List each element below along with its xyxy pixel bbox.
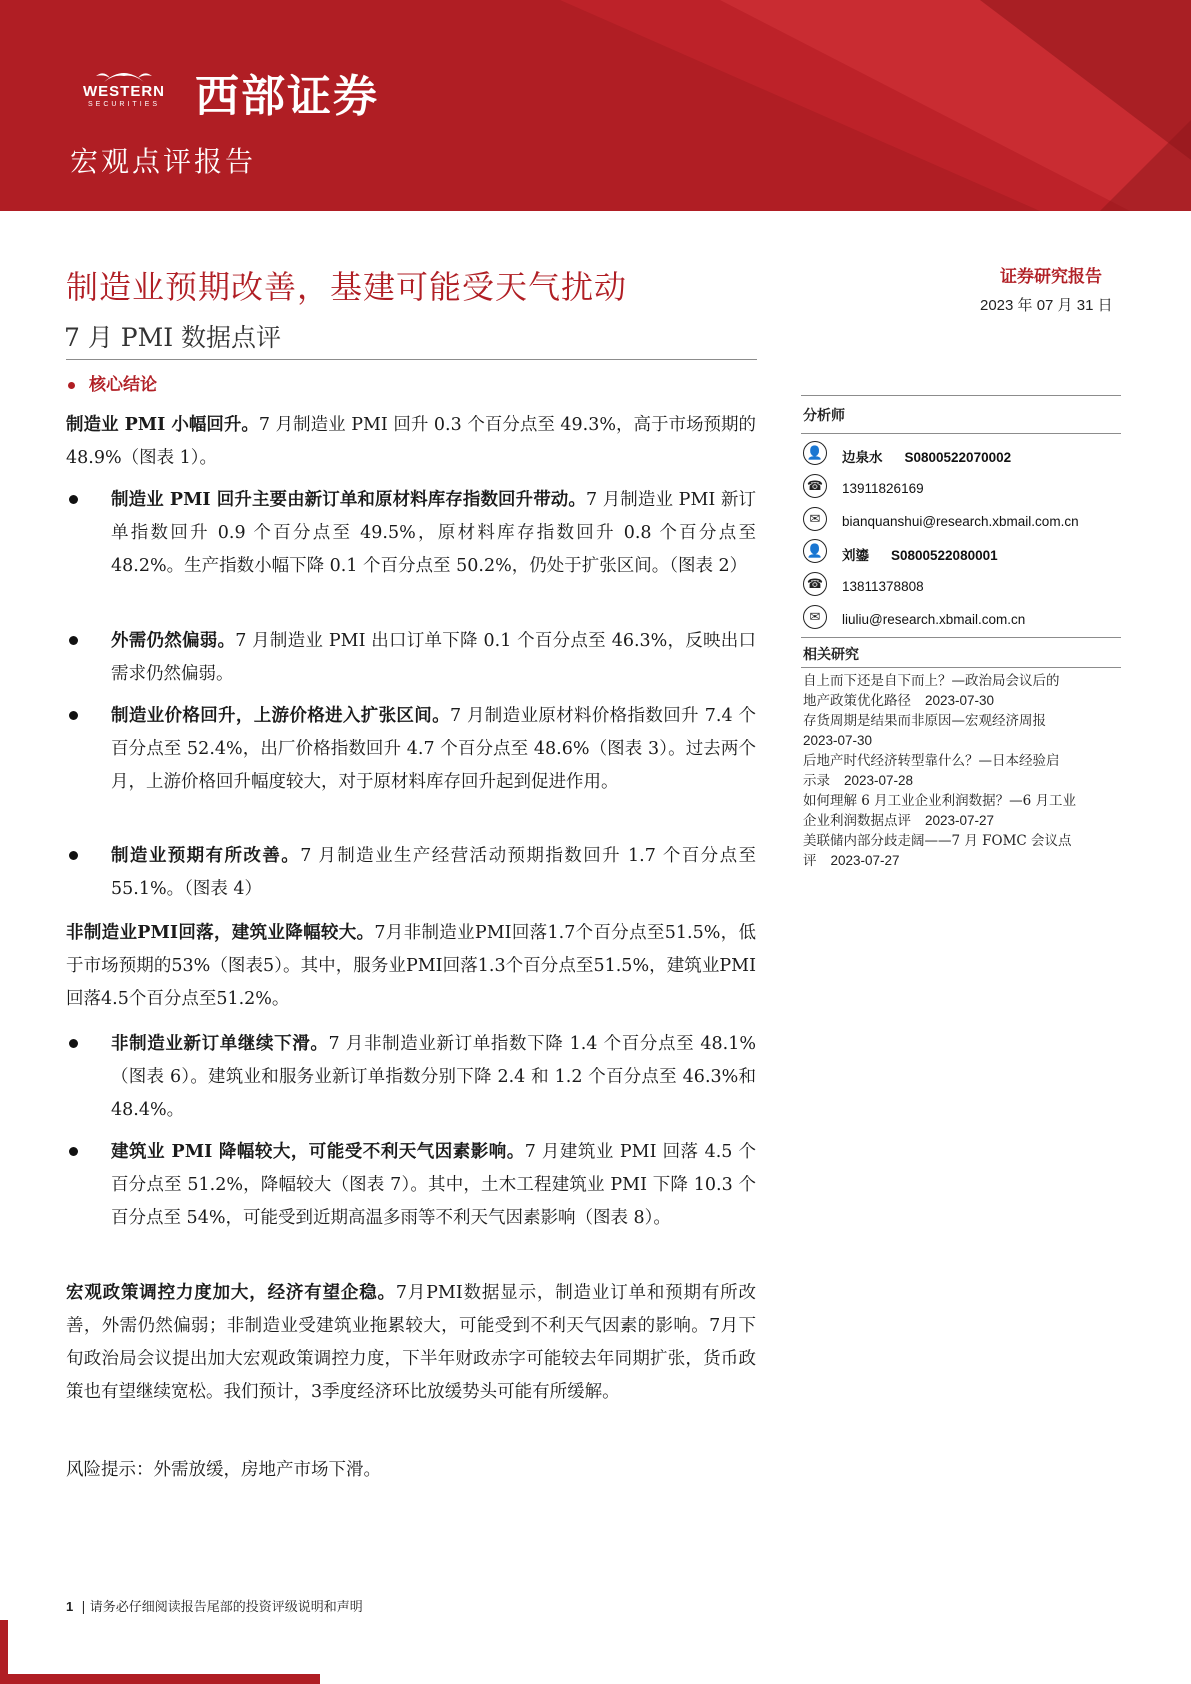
- analyst-1-phone: 13911826169: [842, 481, 924, 496]
- securities-research-label: 证券研究报告: [1000, 267, 1102, 287]
- sidebar-divider: [801, 667, 1121, 668]
- person-icon: 👤: [803, 441, 827, 465]
- header-banner: [0, 0, 1191, 211]
- sidebar-divider: [801, 433, 1121, 434]
- logo-subtitle: SECURITIES: [87, 101, 160, 108]
- sidebar-divider: [801, 395, 1121, 396]
- core-conclusion-heading: 核心结论: [68, 370, 157, 395]
- phone-icon: ☎: [803, 572, 827, 596]
- bullet-icon: [69, 495, 78, 504]
- related-research-heading: 相关研究: [803, 647, 859, 663]
- related-item[interactable]: 如何理解 6 月工业企业利润数据？—6 月工业 企业利润数据点评 2023-07-27: [803, 793, 1077, 829]
- bullet-external-demand: 外需仍然偏弱。7 月制造业 PMI 出口订单下降 0.1 个百分点至 46.3%，反映出口需求仍然偏弱。: [111, 631, 756, 684]
- person-icon: 👤: [803, 539, 827, 563]
- related-research-list: [803, 671, 1121, 871]
- report-date: 2023 年 07 月 31 日: [980, 297, 1113, 314]
- bullet-prices: 制造业价格回升，上游价格进入扩张区间。7 月制造业原材料价格指数回升 7.4 个百分点至 52.4%，出厂价格指数回升 4.7 个百分点至 48.6%（图表 3）。过去两个月，上游价格回升幅度较大，对于原材料库存回升起到促进作用。: [111, 706, 757, 792]
- page-footer: 1 | 请务必仔细阅读报告尾部的投资评级说明和声明: [66, 1599, 363, 1615]
- risk-warning: 风险提示：外需放缓，房地产市场下滑。: [66, 1460, 381, 1480]
- bullet-icon: [69, 1147, 78, 1156]
- phone-icon: ☎: [803, 474, 827, 498]
- email-icon: ✉: [803, 605, 827, 629]
- bullet-expectations: 制造业预期有所改善。7 月制造业生产经营活动预期指数回升 1.7 个百分点至 55.1%。（图表 4）: [111, 846, 757, 899]
- bullet-construction: 建筑业 PMI 降幅较大，可能受不利天气因素影响。7 月建筑业 PMI 回落 4.5 个百分点至 51.2%，降幅较大（图表 7）。其中，土木工程建筑业 PMI 下降 10.3 个百分点至 54%，可能受到近期高温多雨等不利天气因素影响（图表 8）。: [111, 1142, 756, 1228]
- paragraph-policy: 宏观政策调控力度加大，经济有望企稳。7月PMI数据显示，制造业订单和预期有所改善，外需仍然偏弱；非制造业受建筑业拖累较大，可能受到不利天气因素的影响。7月下旬政治局会议提出加大宏观政策调控力度，下半年财政赤字可能较去年同期扩张，货币政策也有望继续宽松。我们预计，3季度经济环比放缓势头可能有所缓解。: [66, 1283, 756, 1402]
- logo-wordmark: WESTERN: [83, 83, 165, 100]
- bullet-icon: [69, 1039, 78, 1048]
- analyst-2-email[interactable]: liuliu@research.xbmail.com.cn: [842, 612, 1026, 627]
- title-divider: [66, 359, 757, 360]
- analyst-1-name: 边泉水 S0800522070002: [842, 450, 1012, 466]
- bullet-icon: [69, 851, 78, 860]
- report-type: 宏观点评报告: [70, 145, 257, 178]
- report-title: 制造业预期改善，基建可能受天气扰动: [66, 268, 628, 306]
- analyst-2-phone: 13811378808: [842, 579, 924, 594]
- analyst-2-name: 刘鎏 S0800522080001: [842, 548, 998, 564]
- related-item[interactable]: 后地产时代经济转型靠什么？—日本经验启 示录 2023-07-28: [803, 753, 1060, 789]
- page-number: 1: [66, 1599, 74, 1614]
- company-name: 西部证券: [195, 71, 379, 122]
- email-icon: ✉: [803, 507, 827, 531]
- related-item[interactable]: 存货周期是结果而非原因—宏观经济周报 2023-07-30: [803, 713, 1046, 748]
- bullet-icon: [69, 711, 78, 720]
- sidebar-divider: [801, 637, 1121, 638]
- related-item[interactable]: 美联储内部分歧走阔——7 月 FOMC 会议点 评 2023-07-27: [803, 833, 1072, 869]
- paragraph-manufacturing-pmi: 制造业 PMI 小幅回升。7 月制造业 PMI 回升 0.3 个百分点至 49.3%，高于市场预期的 48.9%（图表 1）。: [66, 415, 756, 468]
- footer-accent-bar: [0, 1674, 320, 1684]
- bullet-non-manufacturing-orders: 非制造业新订单继续下滑。7 月非制造业新订单指数下降 1.4 个百分点至 48.1%（图表 6）。建筑业和服务业新订单指数分别下降 2.4 和 1.2 个百分点至 46.3%和 48.4%。: [111, 1034, 757, 1120]
- bullet-icon: [69, 636, 78, 645]
- footer-disclaimer: 请务必仔细阅读报告尾部的投资评级说明和声明: [89, 1600, 363, 1615]
- report-subtitle: 7 月 PMI 数据点评: [64, 323, 282, 352]
- related-item[interactable]: 自上而下还是自下而上？—政治局会议后的 地产政策优化路径 2023-07-30: [803, 673, 1060, 709]
- red-bullet-icon: [68, 382, 75, 389]
- bullet-new-orders: 制造业 PMI 回升主要由新订单和原材料库存指数回升带动。7 月制造业 PMI 新订单指数回升 0.9 个百分点至 49.5%，原材料库存指数回升 0.8 个百分点至 48.2%。生产指数小幅下降 0.1 个百分点至 50.2%，仍处于扩张区间。（图表 2）: [111, 490, 756, 576]
- analyst-heading: 分析师: [803, 408, 845, 424]
- paragraph-non-manufacturing: 非制造业PMI回落，建筑业降幅较大。7月非制造业PMI回落1.7个百分点至51.5%，低于市场预期的53%（图表5）。其中，服务业PMI回落1.3个百分点至51.5%，建筑业PMI回落4.5个百分点至51.2%。: [66, 923, 756, 1009]
- analyst-1-email[interactable]: bianquanshui@research.xbmail.com.cn: [842, 514, 1079, 529]
